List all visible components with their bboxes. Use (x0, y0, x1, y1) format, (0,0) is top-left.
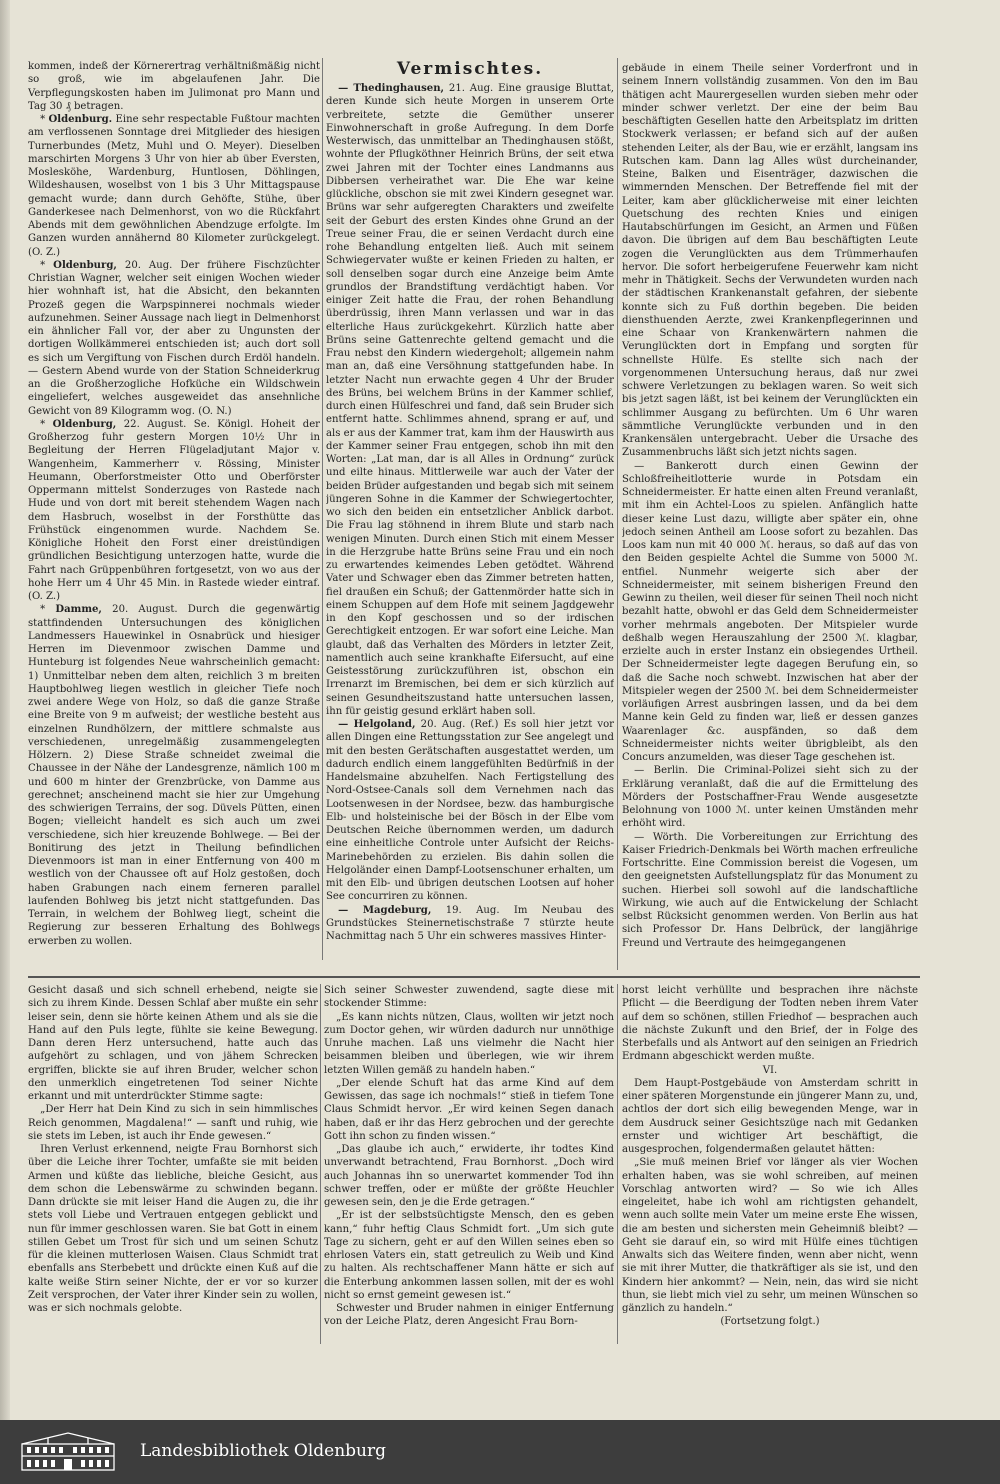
article-damme: * Damme, 20. August. Durch die gegenwärtig stattfindenden Untersuchungen des königlichen Landmessers Hauewinkel in Osnabrück und hiesiger Herren im Dievenmoor zwischen Damme und Hunteburg ist folgendes Neue wahrscheinlich gemacht: 1) Unmittelbar neben dem alten, reichlich 3 m breiten Hauptbohlweg liegen westlich in gleicher Tiefe noch zwei andere Wege von Holz, so daß die ganze Straße eine Breite von 9 m aufweist; der westliche besteht aus einzelnen Rundhölzern, der mittlere schmalste aus verschiedenen, unregelmäßig zusammengelegten Hölzern. 2) Diese Straße schneidet zweimal die Chaussee in der Nähe der Landesgrenze, nämlich 100 m und 600 m hinter der Grenzbrücke, von Damme aus gerechnet; anscheinend macht sie hier zur Umgehung des schwierigen Terrains, der sog. Düvels Pütten, einen Bogen; vielleicht handelt es sich auch um zwei verschiedene, sich hier kreuzende Bohlwege. — Bei der Bonitirung des jetzt in Theilung befindlichen Dievenmoors ist man in einer Entfernung von 400 m westlich von der Chaussee oft auf Holz gestoßen, doch haben Grabungen nach einem ferneren parallel laufenden Bohlweg bis jetzt nicht stattgefunden. Das Terrain, in welchem der Bohlweg liegt, scheint die Regierung zur besseren Erhaltung des Bohlwegs erwerben zu wollen. (28, 604, 320, 947)
column-divider (617, 984, 618, 1344)
article-text: kommen, indeß der Körnerertrag verhältnißmäßig nicht so groß, wie im abgelaufenen Jahr. Die Verpflegungskosten haben im Julimonat pro Mann und Tag 30 ₰ betragen. (28, 61, 320, 112)
section-title: Vermischtes. (396, 59, 544, 79)
article-woerth: — Wörth. Die Vorbereitungen zur Errichtung des Kaiser Friedrich-Denkmals bei Wörth machen erfreuliche Fortschritte. Eine Commission bereist die Vogesen, um den geeignetsten Aufstellungsplatz für das Monument zu suchen. Hierbei soll sowohl auf die landschaftliche Wirkung, wie auch auf die Entwickelung der Schlacht selbst Rücksicht genommen werden. Von Berlin aus hat sich Professor Dr. Hans Delbrück, der langjährige Freund und Vertraute des heimgegangenen (622, 831, 918, 949)
place-name: — Thedinghausen, (338, 83, 445, 94)
article-potsdam: — Bankerott durch einen Gewinn der Schloßfreiheitlotterie wurde in Potsdam ein Schneidermeister. Er hatte einen alten Freund veranlaßt, mit ihm ein Achtel-Loos zu spielen. Anfänglich hatte dieser keine Lust dazu, willigte aber später ein, ohne jedoch seinen Antheil am Loose sofort zu bezahlen. Das Loos kam nun mit 40 000 ℳ. heraus, so daß auf das von den Beiden gespielte Achtel die Summe von 5000 ℳ. entfiel. Nunmehr weigerte sich aber der Schneidermeister, mit seinem bisherigen Freund den Gewinn zu theilen, weil dieser für seinen Theil noch nicht bezahlt hatte, obwohl er das Geld dem Schneidermeister vorher mehrmals angeboten. Der Mitspieler wurde deßhalb wegen Herauszahlung der 2500 ℳ. klagbar, erzielte auch in erster Instanz ein obsiegendes Urtheil. Der Schneidermeister legte dagegen Berufung ein, so daß die Sache noch schwebt. Inzwischen hat aber der Mitspieler wegen der 2500 ℳ. bei dem Schneidermeister vorläufigen Arrest ausbringen lassen, und da bei dem Manne kein Geld zu finden war, ließ er dessen ganzes Waarenlager &c. auspfänden, so daß dem Schneidermeister nichts weiter übrigbleibt, als den Concurs anzumelden, was dieser Tage geschehen ist. (622, 460, 918, 763)
library-name: Landesbibliothek Oldenburg (140, 1441, 387, 1461)
article-text: Eine sehr respectable Fußtour machten am verflossenen Sonntage drei Mitglieder des hiesigen Turnerbundes (Metz, Muhl und O. Meyer). Dieselben marschirten Morgens 3 Uhr von hier ab über Eversten, Moslesköhe, Wardenburg, Huntlosen, Döhlingen, Wildeshausen, woselbst von 1 bis 3 Uhr Mittagspause gemacht wurde; dann durch Gehöfte, Stühe, über Ganderkesee nach Delmenhorst, von wo die Rückfahrt Abends mit dem gewöhnlichen Abendzuge erfolgte. Im Ganzen wurden annähernd 80 Kilometer zurückgelegt. (O. Z.) (28, 114, 320, 258)
story-text: Sich seiner Schwester zuwendend, sagte diese mit stockender Stimme: (324, 985, 614, 1010)
story-text: Gesicht dasaß und sich schnell erhebend, neigte sie sich zu ihrem Kinde. Dessen Schlaf aber mußte ein sehr leiser sein, denn sie hörte keinen Athem und als sie die Hand auf den Puls legte, fühlte sie keine Bewegung. Dann deren Herz untersuchend, hatte auch das aufgehört zu schlagen, und von jähem Schrecken ergriffen, blickte sie auf ihren Bruder, welcher schon den unmerklich eingetretenen Tod seiner Nichte erkannt und mit unterdrückter Stimme sagte: (28, 985, 318, 1102)
place-name: Oldenburg, (52, 418, 117, 430)
story-text: „Der Herr hat Dein Kind zu sich in sein himmlisches Reich genommen, Magdalena!“ — sanft und ruhig, wie sie stets im Leben, ist auch ihr Ende gewesen.“ (28, 1104, 318, 1142)
article-text: 22. August. Se. Königl. Hoheit der Großherzog fuhr gestern Morgen 10½ Uhr in Begleitung der Herren Flügeladjutant Major v. Wangenheim, Kammerherr v. Rössing, Minister Heumann, Oberforstmeister Otto und Oberförster Oppermann mittelst Sonderzuges von Rastede nach Hude und von dort mit bereit stehendem Wagen nach dem Hasbruch, woselbst in der Forsthütte das Frühstück eingenommen wurde. Nachdem Se. Königliche Hoheit den Forst einer dreistündigen gründlichen Besichtigung unterzogen hatte, wurde die Fahrt nach Grüppenbühren fortgesetzt, von wo aus der hohe Herr um 4 Uhr 45 Min. in Rastede wieder eintraf. (O. Z.) (28, 418, 320, 602)
chapter-number: VI. (762, 1064, 778, 1076)
article-oldenburg-1: * Oldenburg. Eine sehr respectable Fußtour machten am verflossenen Sonntage drei Mitglieder des hiesigen Turnerbundes (Metz, Muhl und O. Meyer). Dieselben marschirten Morgens 3 Uhr von hier ab über Eversten, Moslesköhe, Wardenburg, Huntlosen, Döhlingen, Wildeshausen, woselbst von 1 bis 3 Uhr Mittagspause gemacht wurde; dann durch Gehöfte, Stühe, über Ganderkesee nach Delmenhorst, von wo die Rückfahrt Abends mit dem gewöhnlichen Abendzuge erfolgte. Im Ganzen wurden annähernd 80 Kilometer zurückgelegt. (O. Z.) (28, 114, 320, 258)
article-text: 20. August. Durch die gegenwärtig stattfindenden Untersuchungen des königlichen Landmessers Hauewinkel in Osnabrück und hiesiger Herren im Dievenmoor zwischen Damme und Hunteburg ist folgendes Neue wahrscheinlich gemacht: 1) Unmittelbar neben dem alten, reichlich 3 m breiten Hauptbohlweg liegen westlich in gleicher Tiefe noch zwei andere Wege von Holz, so daß die ganze Straße eine Breite von 9 m aufweist; der westliche besteht aus einzelnen Rundhölzern, der mittlere schmalste aus verschiedenen, unregelmäßig zusammengelegten Hölzern. 2) Diese Straße schneidet zweimal die Chaussee in der Nähe der Landesgrenze, nämlich 100 m und 600 m hinter der Grenzbrücke, von Damme aus gerechnet; anscheinend macht sie hier zur Umgehung des schwierigen Terrains, der sog. Düvels Pütten, einen Bogen; vielleicht handelt es sich auch um zwei verschiedene, sich hier kreuzende Bohlwege. — Bei der Bonitirung des jetzt in Theilung befindlichen Dievenmoors ist man in einer Entfernung von 400 m westlich von der Chaussee oft auf Holz gestoßen, doch haben Grabungen nach einem ferneren parallel laufenden Bohlweg bis jetzt nicht stattgefunden. Das Terrain, in welchem der Bohlweg liegt, scheint die Regierung zur besseren Erhaltung des Bohlwegs erwerben zu wollen. (28, 604, 320, 947)
article-text: 20. Aug. Der frühere Fischzüchter Christian Wagner, welcher seit einigen Wochen wieder hier wohnhaft ist, hat die Absicht, den bekannten Prozeß gegen die Warpspinnerei nochmals wieder aufzunehmen. Seiner Aussage nach liegt in Delmenhorst ein ähnlicher Fall vor, der aber zu Ungunsten der dortigen Wollkämmerei entschieden ist; auch dort soll es sich um Vergiftung von Fischen durch Erdöl handeln. — Gestern Abend wurde von der Station Schneiderkrug an die Großherzogliche Hofküche ein Wildschwein eingeliefert, welches ausgeweidet das ansehnliche Gewicht von 89 Kilogramm wog. (O. N.) (28, 259, 320, 417)
article-oldenburg-2: * Oldenburg, 20. Aug. Der frühere Fischzüchter Christian Wagner, welcher seit einigen Wochen wieder hier wohnhaft ist, hat die Absicht, den bekannten Prozeß gegen die Warpspinnerei nochmals wieder aufzunehmen. Seiner Aussage nach liegt in Delmenhorst ein ähnlicher Fall vor, der aber zu Ungunsten der dortigen Wollkämmerei entschieden ist; auch dort soll es sich um Vergiftung von Fischen durch Erdöl handeln. — Gestern Abend wurde von der Station Schneiderkrug an die Großherzogliche Hofküche ein Wildschwein eingeliefert, welches ausgeweidet das ansehnliche Gewicht von 89 Kilogramm wog. (O. N.) (28, 259, 320, 417)
article-text: 19. Aug. Im Neubau des Grundstückes Steinernetischstraße 7 stürzte heute Nachmittag nach 5 Uhr ein schweres massives Hinter- (326, 904, 614, 942)
story-text: „Es kann nichts nützen, Claus, wollten wir jetzt noch zum Doctor gehen, wir würden dadurch nur unnöthige Unruhe machen. Laß uns vielmehr die Nacht hier beisammen bleiben und überlegen, wie wir ihrem letzten Willen gemäß zu handeln haben.“ (324, 1011, 614, 1076)
article-berlin: — Berlin. Die Criminal-Polizei sieht sich zu der Erklärung veranlaßt, daß die auf die Ermittelung des Mörders der Postschaffner-Frau Wende ausgesetzte Belohnung von 1000 ℳ. unter keinen Umständen mehr erhöht wird. (622, 765, 918, 830)
story-text: „Das glaube ich auch,“ erwiderte, ihr todtes Kind unverwandt betrachtend, Frau Bornhorst. „Doch wird auch Johannas ihn so unerwartet kommender Tod ihn schwer treffen, oder er müßte der größte Heuchler gewesen sein, den je die Erde getragen.“ (324, 1144, 614, 1208)
column-3 (622, 62, 918, 972)
page-edge (0, 0, 10, 1420)
article-text: 20. Aug. (Ref.) Es soll hier jetzt vor allen Dingen eine Rettungsstation zur See angelegt und mit den besten Gerätschaften ausgestattet werden, um dadurch endlich einem langgefühlten Bedürfniß in der Handelsmaine abzuhelfen. Nach Fertigstellung des Nord-Ostsee-Canals soll dem Vernehmen nach das Lootsenwesen in der Nordsee, bezw. das hamburgische Elb- und holsteinische bei der Bösch in der Elbe vom Deutschen Reiche übernommen werden, um dadurch eine einheitliche Controle unter Aufsicht der Reichs-Marinebehörden zu erzielen. Bis dahin sollen die Helgoländer einen Dampf-Lootsenschuner erhalten, um mit den Elb- und übrigen deutschen Lootsen auf hoher See concurriren zu können. (326, 719, 614, 903)
story-text: „Sie muß meinen Brief vor länger als vier Wochen erhalten haben, was sie wohl schreiben, auf meinen Vorschlag antworten wird? — So wie ich Alles eingeleitet, habe ich wohl am richtigsten gehandelt, wenn auch sollte mein Vater um meine erste Ehe wissen, die am besten und sichersten mein Geheimniß bleibt? — Geht sie darauf ein, so wird mit Hülfe eines tüchtigen Anwalts sich das Weitere finden, wenn aber nicht, wenn sie mit ihrer Mutter, die thatkräftiger als sie ist, und den Kindern hier ankommt? — Nein, nein, das wird sie nicht thun, sie liebt mich viel zu sehr, um meinen Wünschen so gänzlich zu handeln.“ (622, 1157, 918, 1314)
place-name: — Helgoland, (338, 719, 416, 730)
feuilleton-column-1 (28, 984, 318, 1344)
story-text: „Er ist der selbstsüchtigste Mensch, den es geben kann,“ fuhr heftig Claus Schmidt fort. „Um sich gute Tage zu sichern, geht er auf den Willen seines eben so ehrlosen Vaters ein, statt getreulich zu Weib und Kind zu halten. Als rechtschaffener Mann hätte er sich auf die Enterbung ankommen lassen sollen, mit der es wohl nicht so ernst gemeint gewesen ist.“ (324, 1210, 614, 1301)
story-text: Ihren Verlust erkennend, neigte Frau Bornhorst sich über die Leiche ihrer Tochter, umfaßte sie mit beiden Armen und küßte das liebliche, bleiche Gesicht, aus dem schon die Lebenswärme zu schwinden begann. Dann drückte sie mit leiser Hand die Augen zu, die ihr stets voll Liebe und Vertrauen entgegen geblickt und nun für immer geschlossen waren. Sie bat Gott in einem stillen Gebet um Trost für sich und um seinen Schutz für die kleinen mutterlosen Waisen. Claus Schmidt trat ebenfalls ans Sterbebett und drückte einen Kuß auf die kalte weiße Stirn seiner Nichte, der er vor so kurzer Zeit versprochen, der Vater ihrer Kinder sein zu wollen, was er sich nochmals gelobte. (28, 1144, 318, 1314)
article-thedinghausen (326, 82, 614, 718)
feuilleton-column-3 (622, 984, 918, 1344)
article-text: 21. Aug. Eine grausige Bluttat, deren Kunde sich heute Morgen in unserem Orte verbreitete, setzte die Gemüther unserer Einwohnerschaft in große Aufregung. In dem Dorfe Westerwisch, das unmittelbar an Thedinghausen stößt, wohnte der Pflugköthner Heinrich Brüns, der seit etwa zwei Jahren mit der Tochter eines Landmanns aus Dibbersen verheirathet war. Die Ehe war keine glückliche, obschon sie mit zwei Kindern gesegnet war. Brüns war sehr aufgeregten Charakters und zweifelte seit der Geburt des ersten Kindes ohne Grund an der Treue seiner Frau, die er seinen Verdacht durch eine rohe Behandlung entgelten ließ. Auch mit seinem Schwiegervater wußte er keinen Frieden zu halten, er soll denselben sogar durch eine Anzeige beim Amte grundlos der Brandstiftung verdächtigt haben. Vor einiger Zeit hatte die Frau, der rohen Behandlung überdrüssig, ihren Mann verlassen und war in das elterliche Haus zurückgekehrt. Kürzlich hatte aber Brüns seine Gattenrechte geltend gemacht und die Frau nebst den Kindern wiedergeholt; allgemein nahm man an, daß eine Versöhnung stattgefunden habe. In letzter Nacht nun erwachte gegen 4 Uhr der Bruder des Brüns, bei welchem Brüns in der Kammer schlief, durch einen Hülfeschrei und fand, daß sein Bruder sich entfernt hatte. Schlimmes ahnend, sprang er auf, und als er aus der Kammer trat, kam ihm der Hauswirth aus der Kammer seiner Frau entgegen, schob ihn mit den Worten: „Lat man, dar is all Alles in Ordnung“ zurück und eilte hinaus. Mittlerweile war auch der Vater der beiden Brüder aufgestanden und begab sich mit seinem jüngeren Sohne in die Kammer der Schwiegertochter, wo sich den beiden ein entsetzlicher Anblick darbot. Die Frau lag stöhnend in ihrem Blute und starb nach wenigen Minuten. Durch einen Stich mit einem Messer in die Herzgrube hatte Brüns seine Frau und ein noch zu erwartendes keimendes Leben getödtet. Während Vater und Schwager eben das Zimmer betreten hatten, fiel draußen ein Schuß; der Gattenmörder hatte sich in einem Schuppen auf dem Hofe mit seinem Jagdgewehr in den Kopf geschossen und so der irdischen Gerechtigkeit entzogen. Er war sofort eine Leiche. Man glaubt, daß das Verhalten des Mörders in letzter Zeit, namentlich auch seine krankhafte Eifersucht, auf eine Geistesstörung zurückzuführen ist, obschon ein Irrenarzt im Bremischen, bei dem er sich kürzlich auf seinen Gesundheitszustand hatte untersuchen lassen, ihn für geistig gesund erklärt haben soll. (326, 83, 614, 717)
place-name: Damme, (55, 604, 102, 616)
story-text: Dem Haupt-Postgebäude von Amsterdam schritt in einer späteren Morgenstunde ein jüngerer Mann zu, und, achtlos der dort sich eilig bewegenden Menge, war in dem Ausdruck seiner Gesichtszüge nach mit Gedanken ernster und wichtiger Art beschäftigt, die ausgesprochen, folgendermaßen gelautet hätten: (622, 1077, 918, 1155)
article-text: gebäude in einem Theile seiner Vorderfront und in seinem Innern vollständig zusammen. Von den im Bau thätigen acht Maurergesellen wurden sieben mehr oder minder schwer verletzt. Der eine der beim Bau beschäftigten Gesellen hatte den Arbeitsplatz im dritten Stockwerk verlassen; er befand sich auf der außen stehenden Leiter, als der Bau, wie er erzählt, langsam ins Rutschen kam. Dann lag Alles wüst durcheinander, Steine, Balken und Eisenträger, dazwischen die wimmernden Menschen. Der Betreffende fiel mit der Leiter, kam aber glücklicherweise mit einer leichten Quetschung des rechten Knies und einigen Hautabschürfungen im Gesicht, an Armen und Füßen davon. Die übrigen auf dem Bau beschäftigten Leute zogen die Verunglückten aus dem Trümmerhaufen hervor. Die sofort herbeigerufene Feuerwehr kam nicht mehr in Thätigkeit. Sechs der Verwundeten wurden nach der städtischen Krankenanstalt gefahren, der siebente konnte sich zu Fuß dorthin begeben. Die beiden diensthuenden Aerzte, zwei Krankenpflegerinnen und eine Schaar von Krankenwärtern nahmen die Verunglückten dort in Empfang und sorgten für schnellste Hülfe. Es stellte sich nach der vorgenommenen Untersuchung heraus, daß nur zwei schwere Verletzungen zu beklagen waren. So weit sich bis jetzt sagen läßt, ist bei keinem der Verunglückten ein schlimmer Ausgang zu befürchten. Um 6 Uhr waren sämmtliche Verunglückte verbunden und in den Krankensälen untergebracht. Ueber die Ursache des Zusammenbruchs läßt sich jetzt nichts sagen. (622, 63, 918, 459)
column-divider (322, 58, 323, 960)
place-name: Oldenburg. (48, 114, 113, 125)
article-helgoland (326, 718, 614, 904)
library-building-icon (18, 1430, 118, 1472)
article-magdeburg (326, 904, 614, 944)
place-name: — Magdeburg, (338, 904, 432, 916)
continuation-note: (Fortsetzung folgt.) (720, 1316, 820, 1328)
column-divider (617, 58, 618, 970)
feuilleton-column-2 (324, 984, 614, 1344)
place-name: Oldenburg, (53, 259, 117, 271)
column-divider (320, 984, 321, 1344)
feuilleton-rule (28, 976, 920, 978)
story-text: Schwester und Bruder nahmen in einiger Entfernung von der Leiche Platz, deren Angesicht Frau Born- (324, 1303, 614, 1328)
library-footer (0, 1420, 1000, 1484)
story-text: horst leicht verhüllte und besprachen ihre nächste Pflicht — die Beerdigung der Todten neben ihrem Vater auf dem so schönen, stillen Friedhof — besprachen auch die nächste Zukunft und den Brief, der in Folge des Sterbefalls und als Antwort auf den seinigen an Friedrich Erdmann abgeschickt werden mußte. (622, 985, 918, 1063)
column-local-news (28, 60, 320, 950)
story-text: „Der elende Schuft hat das arme Kind auf dem Gewissen, das sage ich nochmals!“ stieß in tiefem Tone Claus Schmidt hervor. „Er wird keinen Segen danach haben, daß er ihr das Herz gebrochen und der gerechte Gott ihn schon zu finden wissen.“ (324, 1077, 614, 1142)
article-oldenburg-3: * Oldenburg, 22. August. Se. Königl. Hoheit der Großherzog fuhr gestern Morgen 10½ Uhr in Begleitung der Herren Flügeladjutant Major v. Wangenheim, Kammerherr v. Rössing, Minister Heumann, Oberforstmeister Otto und Oberförster Oppermann mittelst Sonderzuges von Rastede nach Hude und von dort mit bereit stehendem Wagen nach dem Hasbruch, woselbst in der Forsthütte das Frühstück eingenommen wurde. Nachdem Se. Königliche Hoheit den Forst einer dreistündigen gründlichen Besichtigung unterzogen hatte, wurde die Fahrt nach Grüppenbühren fortgesetzt, von wo aus der hohe Herr um 4 Uhr 45 Min. in Rastede wieder eintraf. (O. Z.) (28, 418, 320, 602)
column-vermischtes (326, 58, 614, 970)
